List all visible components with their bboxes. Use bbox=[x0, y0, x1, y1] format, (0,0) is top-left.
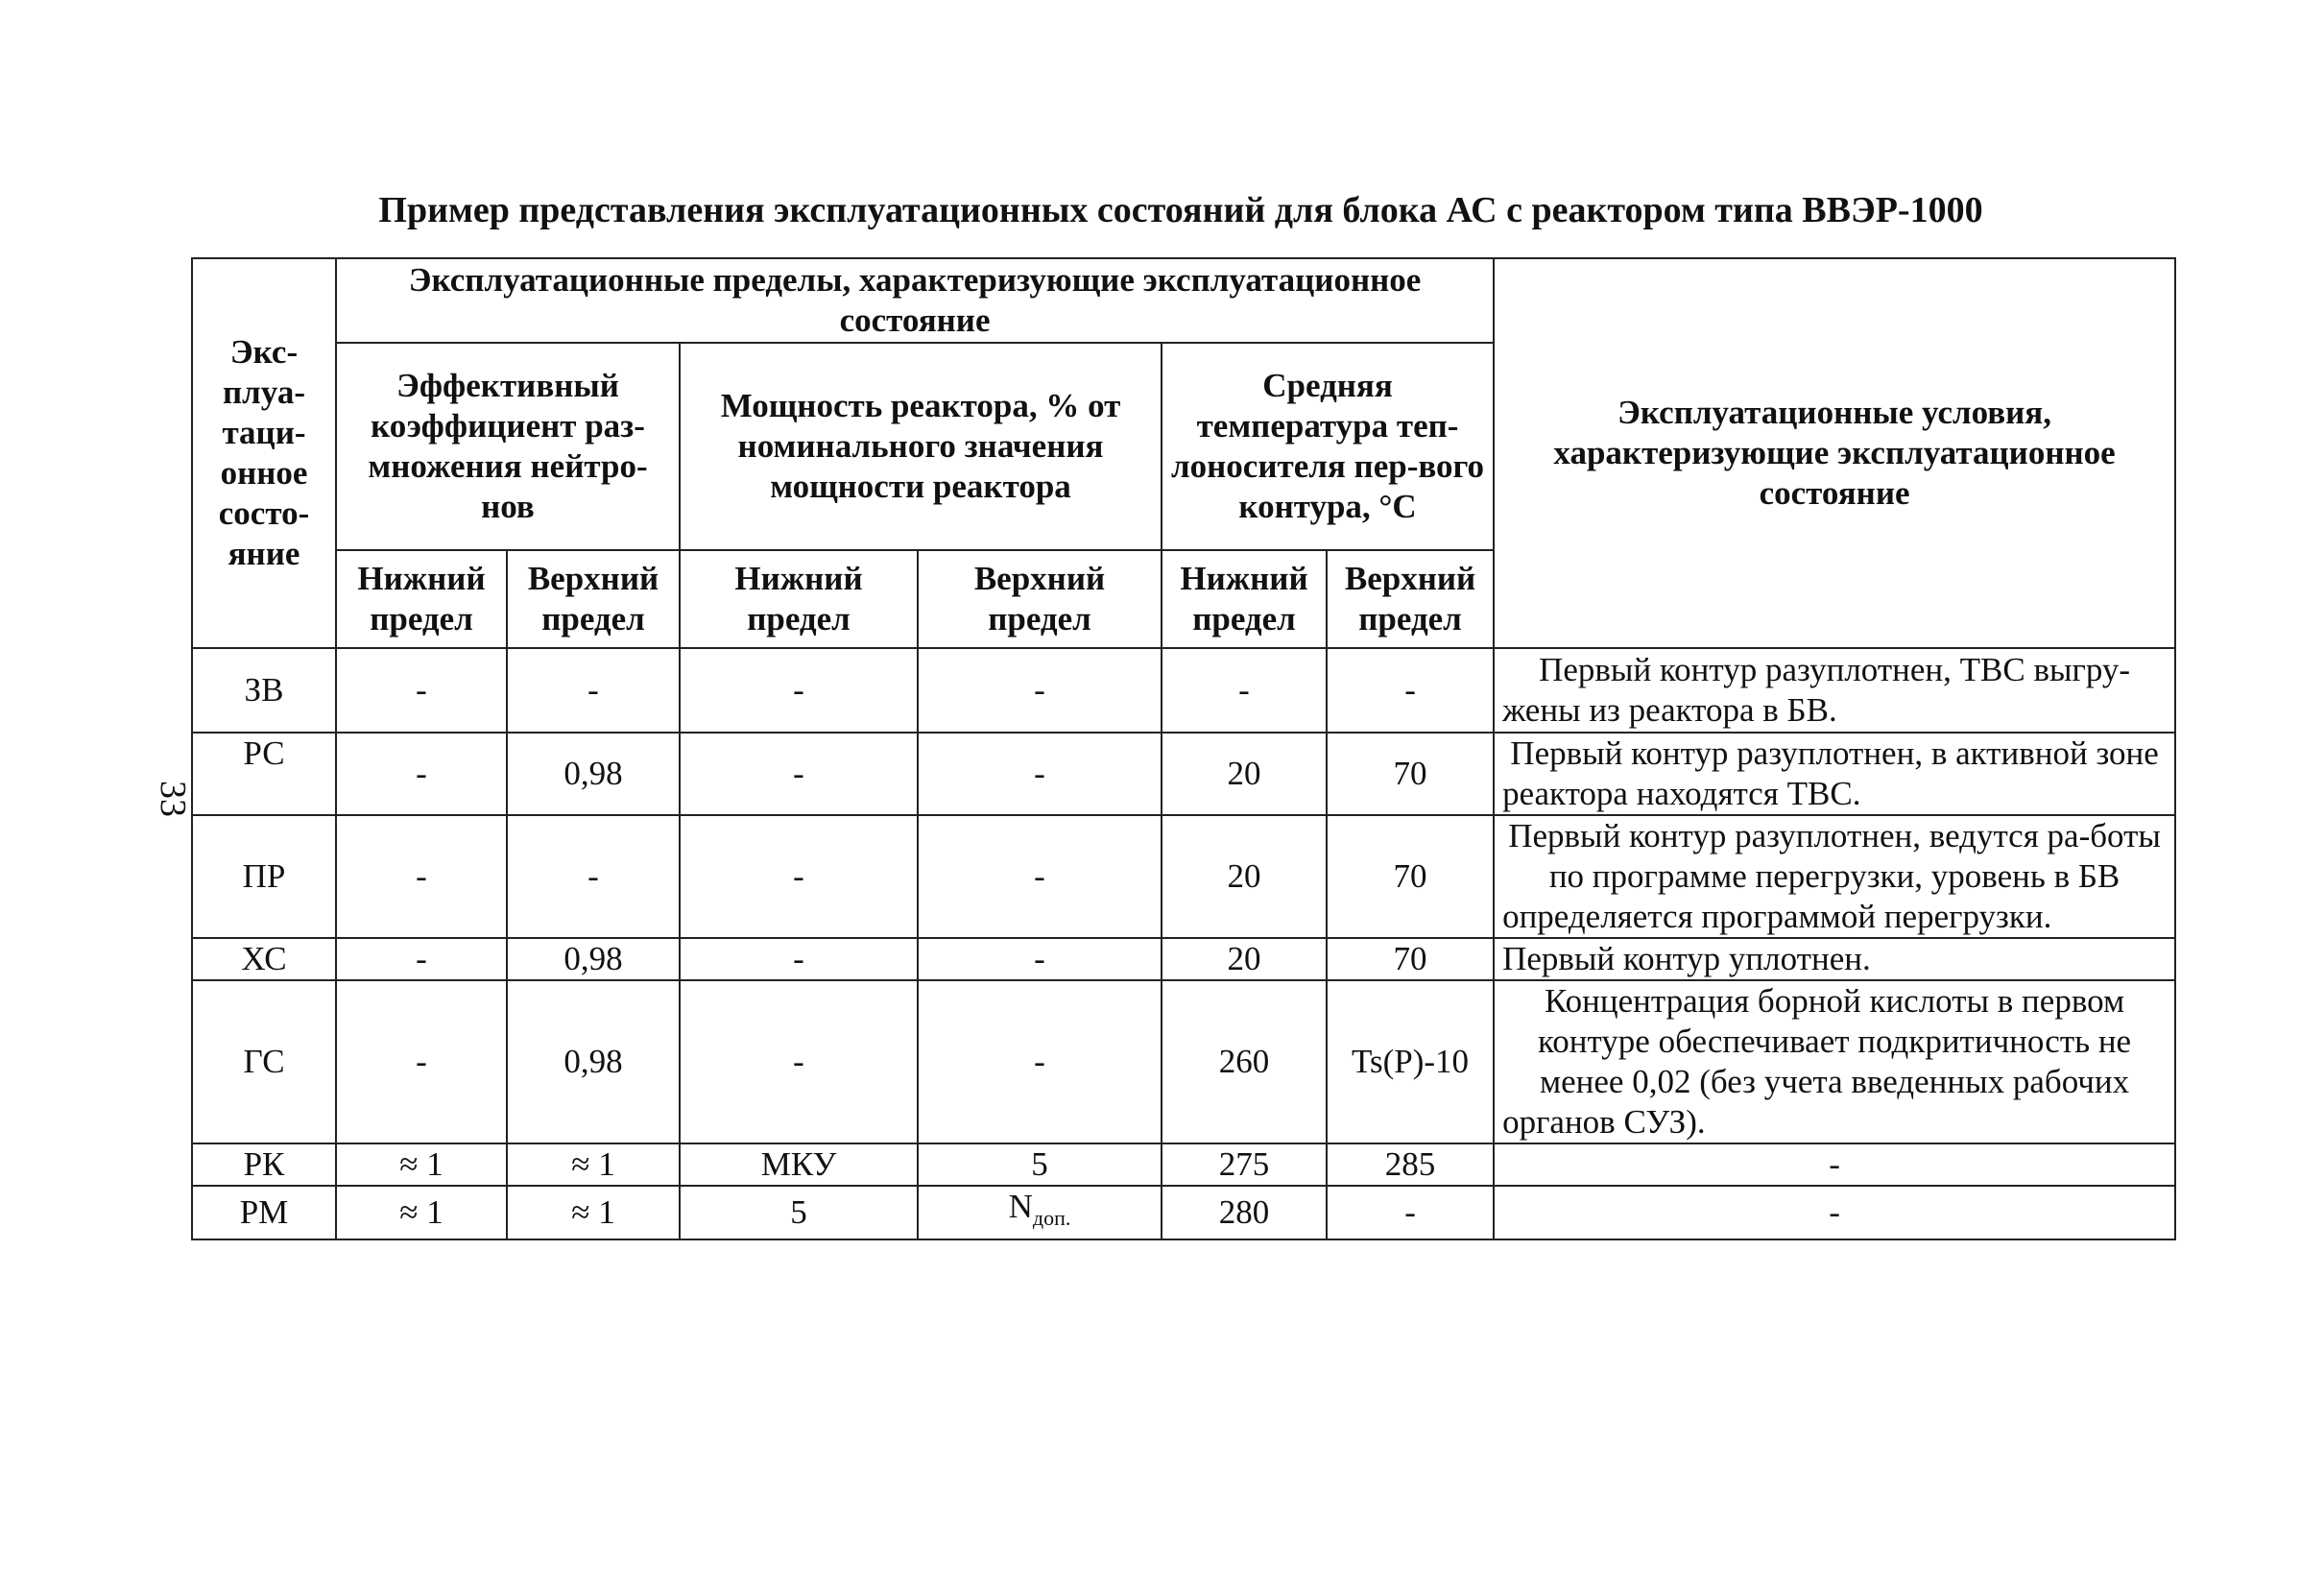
state-code: ХС bbox=[192, 938, 336, 980]
power-low: - bbox=[680, 938, 918, 980]
power-low: МКУ bbox=[680, 1143, 918, 1186]
table-row bbox=[192, 733, 2175, 815]
conditions-text: Первый контур разуплотнен, ведутся ра-боты по программе перегрузки, уровень в БВ определяется программой перегрузки. bbox=[1494, 815, 2175, 938]
keff-high: - bbox=[507, 815, 680, 938]
header-state: Экс-плуа-таци-онное состо-яние bbox=[192, 258, 336, 648]
conditions-text: - bbox=[1494, 1143, 2175, 1186]
header-keff-lower: Нижний предел bbox=[336, 550, 507, 648]
temp-low: 260 bbox=[1162, 980, 1327, 1143]
temp-high: - bbox=[1327, 1186, 1494, 1239]
table-row bbox=[192, 1143, 2175, 1186]
temp-high: 70 bbox=[1327, 938, 1494, 980]
keff-low: ≈ 1 bbox=[336, 1143, 507, 1186]
conditions-text: Первый контур разуплотнен, в активной зоне реактора находятся ТВС. bbox=[1494, 733, 2175, 815]
header-conditions: Эксплуатационные условия, характеризующие эксплуатационное состояние bbox=[1494, 258, 2175, 648]
table-row bbox=[192, 815, 2175, 938]
keff-high: - bbox=[507, 648, 680, 733]
state-code: РК bbox=[192, 1143, 336, 1186]
temp-low: 20 bbox=[1162, 733, 1327, 815]
power-high: - bbox=[918, 815, 1162, 938]
power-low: - bbox=[680, 980, 918, 1143]
header-temp-upper: Верхний предел bbox=[1327, 550, 1494, 648]
header-power-lower: Нижний предел bbox=[680, 550, 918, 648]
power-high: 5 bbox=[918, 1143, 1162, 1186]
keff-high: 0,98 bbox=[507, 733, 680, 815]
page-number: 33 bbox=[153, 781, 193, 817]
power-low: - bbox=[680, 815, 918, 938]
keff-high: ≈ 1 bbox=[507, 1186, 680, 1239]
keff-high: 0,98 bbox=[507, 938, 680, 980]
keff-low: - bbox=[336, 980, 507, 1143]
power-high: - bbox=[918, 733, 1162, 815]
power-high: - bbox=[918, 980, 1162, 1143]
power-low: - bbox=[680, 648, 918, 733]
power-high: - bbox=[918, 938, 1162, 980]
power-low: - bbox=[680, 733, 918, 815]
temp-low: 20 bbox=[1162, 938, 1327, 980]
temp-high: 285 bbox=[1327, 1143, 1494, 1186]
table-row bbox=[192, 980, 2175, 1143]
keff-low: ≈ 1 bbox=[336, 1186, 507, 1239]
table-row bbox=[192, 648, 2175, 733]
table-title: Пример представления эксплуатационных состояний для блока АС с реактором типа ВВЭР-1000 bbox=[378, 190, 1983, 230]
keff-low: - bbox=[336, 648, 507, 733]
operational-states-table bbox=[191, 257, 2176, 1240]
keff-high: 0,98 bbox=[507, 980, 680, 1143]
table-row bbox=[192, 938, 2175, 980]
state-code: ПР bbox=[192, 815, 336, 938]
header-temp-lower: Нижний предел bbox=[1162, 550, 1327, 648]
header-temperature: Средняя температура теп-лоносителя пер-вого контура, °С bbox=[1162, 343, 1494, 550]
temp-high: 70 bbox=[1327, 733, 1494, 815]
conditions-text: Первый контур разуплотнен, ТВС выгру-жены из реактора в БВ. bbox=[1494, 648, 2175, 733]
keff-low: - bbox=[336, 815, 507, 938]
header-limits-group: Эксплуатационные пределы, характеризующие эксплуатационное состояние bbox=[336, 258, 1494, 343]
header-power: Мощность реактора, % от номинального значения мощности реактора bbox=[680, 343, 1162, 550]
keff-low: - bbox=[336, 938, 507, 980]
state-code: ГС bbox=[192, 980, 336, 1143]
temp-low: 280 bbox=[1162, 1186, 1327, 1239]
header-power-upper: Верхний предел bbox=[918, 550, 1162, 648]
state-code: РМ bbox=[192, 1186, 336, 1239]
power-high: - bbox=[918, 648, 1162, 733]
header-keff-upper: Верхний предел bbox=[507, 550, 680, 648]
power-high bbox=[918, 1186, 1162, 1239]
table-row bbox=[192, 1186, 2175, 1239]
temp-high: Ts(P)-10 bbox=[1327, 980, 1494, 1143]
power-high-symbol: N bbox=[1008, 1188, 1033, 1225]
state-code: РС bbox=[192, 733, 336, 815]
state-code: ЗВ bbox=[192, 648, 336, 733]
header-row-1 bbox=[192, 258, 2175, 343]
conditions-text: Первый контур уплотнен. bbox=[1494, 938, 2175, 980]
keff-high: ≈ 1 bbox=[507, 1143, 680, 1186]
temp-high: 70 bbox=[1327, 815, 1494, 938]
temp-low: - bbox=[1162, 648, 1327, 733]
header-keff: Эффективный коэффициент раз-множения нейтро-нов bbox=[336, 343, 680, 550]
power-low: 5 bbox=[680, 1186, 918, 1239]
conditions-text: - bbox=[1494, 1186, 2175, 1239]
conditions-text: Концентрация борной кислоты в первом контуре обеспечивает подкритичность не менее 0,02 (без учета введенных рабочих органов СУЗ). bbox=[1494, 980, 2175, 1143]
power-high-subscript: доп. bbox=[1032, 1206, 1071, 1230]
keff-low: - bbox=[336, 733, 507, 815]
temp-high: - bbox=[1327, 648, 1494, 733]
temp-low: 275 bbox=[1162, 1143, 1327, 1186]
temp-low: 20 bbox=[1162, 815, 1327, 938]
